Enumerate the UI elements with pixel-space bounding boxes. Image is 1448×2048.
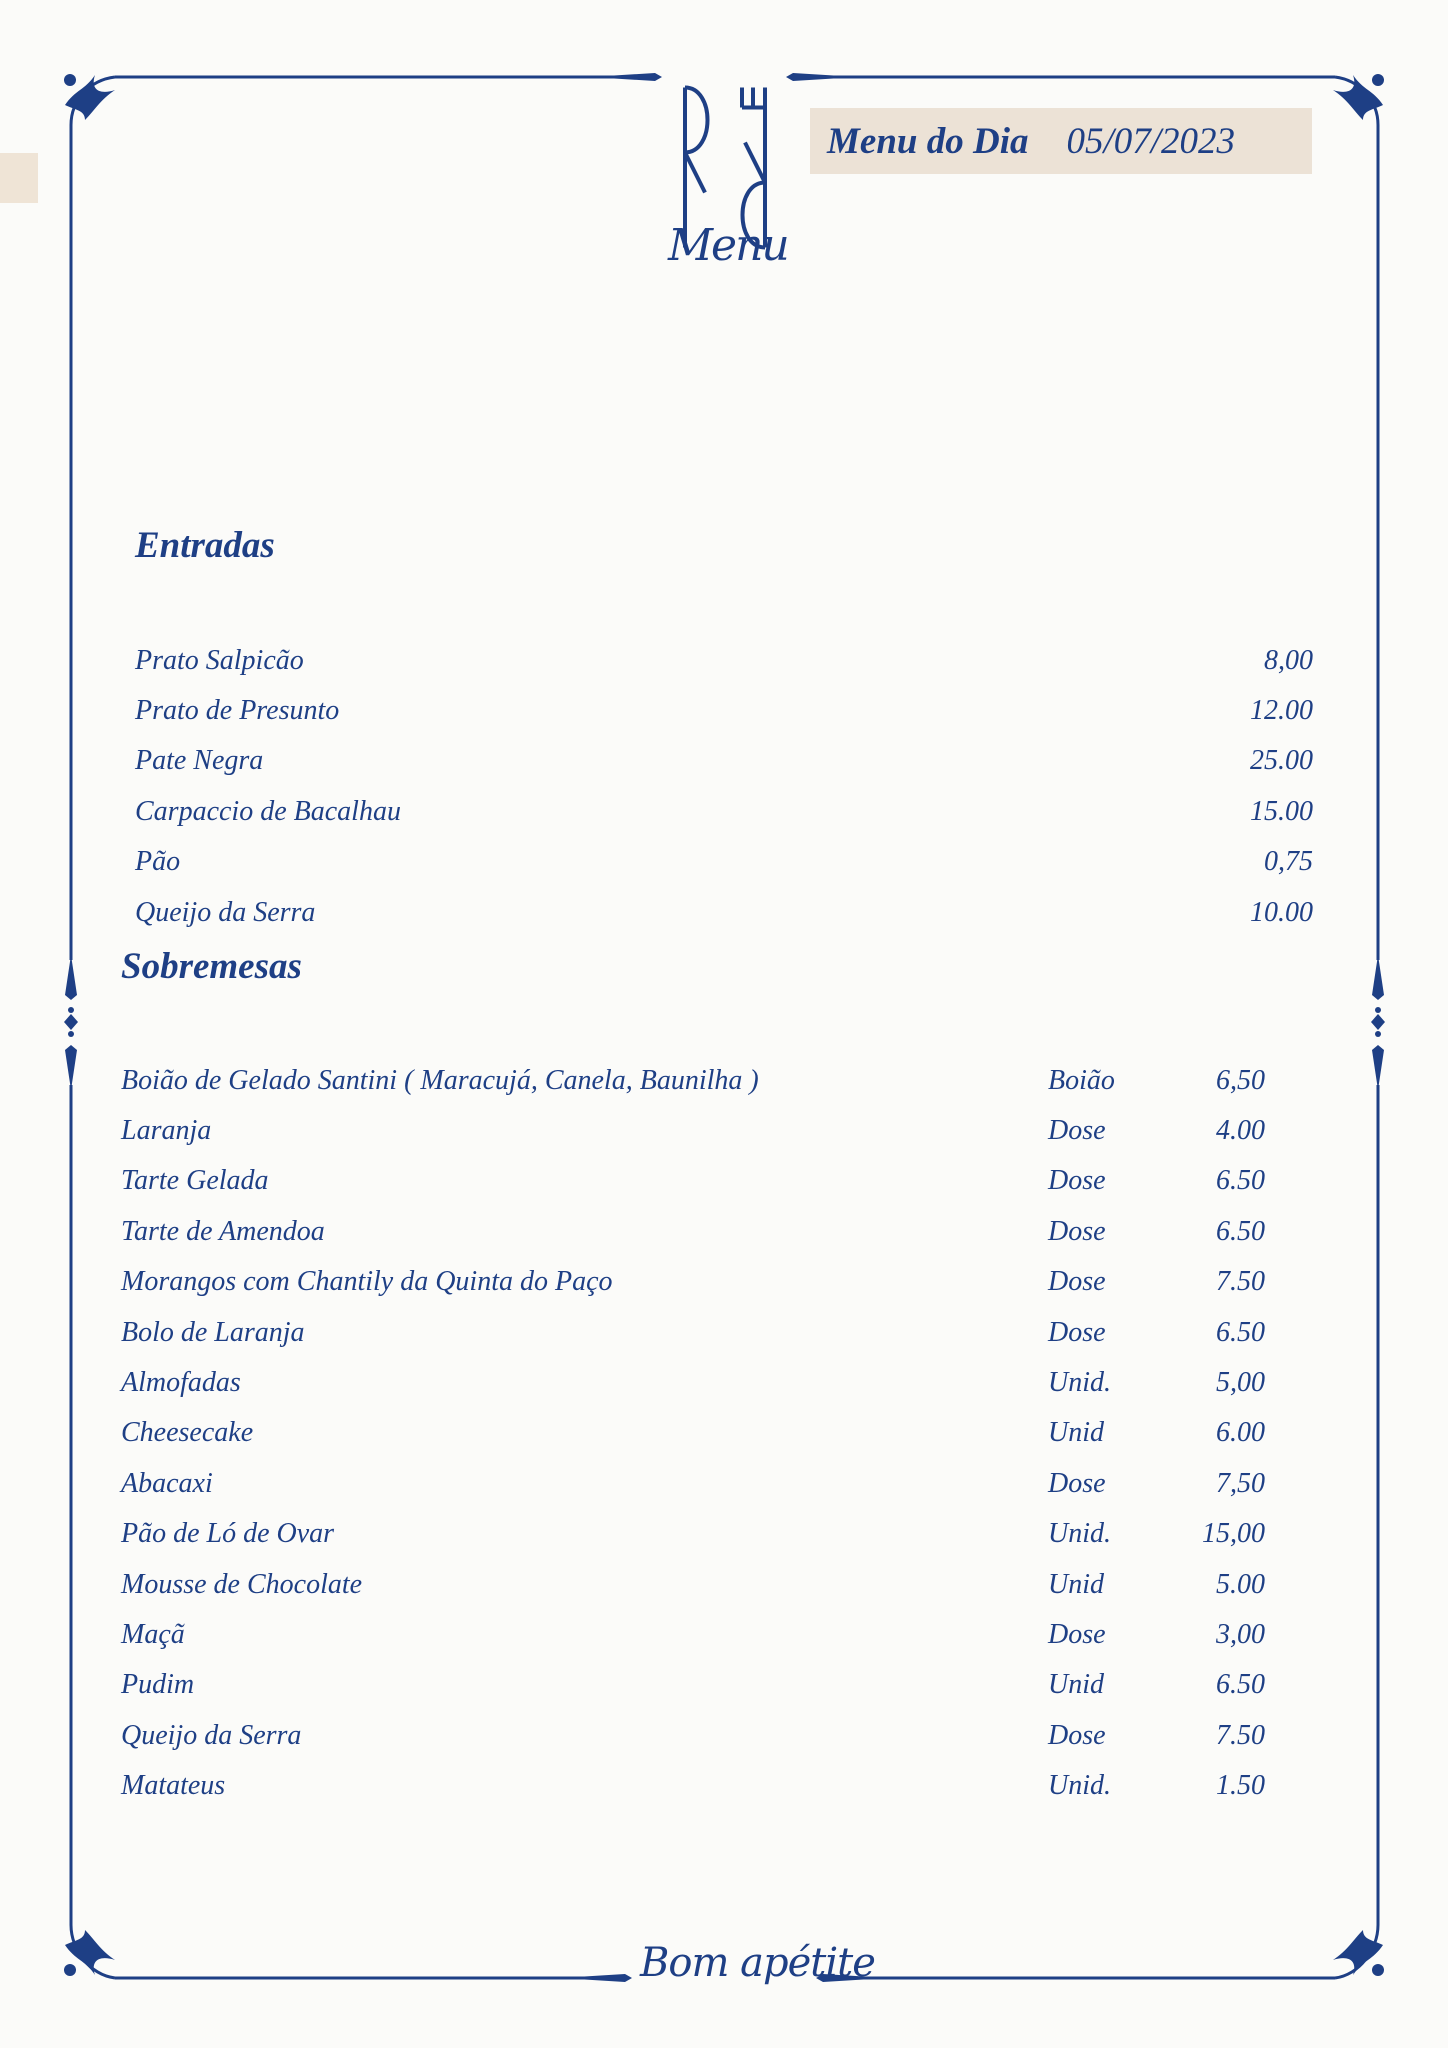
sobremesas-item-name: Matateus bbox=[121, 1770, 226, 1801]
sobremesas-item-price: 3,00 bbox=[1216, 1619, 1265, 1650]
sobremesas-item-name: Maçã bbox=[121, 1619, 185, 1650]
sobremesas-item-price: 6.50 bbox=[1216, 1216, 1265, 1247]
sobremesas-item-unit: Dose bbox=[1048, 1468, 1106, 1499]
sobremesas-item-price: 6.00 bbox=[1216, 1417, 1265, 1448]
sobremesas-item-unit: Dose bbox=[1048, 1216, 1106, 1247]
sobremesas-item-unit: Unid bbox=[1048, 1569, 1104, 1600]
sobremesas-item-name: Tarte Gelada bbox=[121, 1165, 269, 1196]
menu-date: 05/07/2023 bbox=[1066, 120, 1236, 162]
sobremesas-item-price: 6.50 bbox=[1216, 1317, 1265, 1348]
menu-date-box bbox=[810, 108, 1312, 174]
sobremesas-item-name: Pão de Ló de Ovar bbox=[121, 1518, 335, 1549]
sobremesas-item-unit: Dose bbox=[1048, 1266, 1106, 1297]
sobremesas-item-price: 7.50 bbox=[1216, 1266, 1265, 1297]
entradas-item-price: 8,00 bbox=[1264, 645, 1313, 676]
sobremesas-heading: Sobremesas bbox=[121, 946, 302, 987]
sobremesas-item-price: 5.00 bbox=[1216, 1569, 1265, 1600]
entradas-item-price: 0,75 bbox=[1264, 846, 1313, 877]
footer-bom-apetite: Bom apétite bbox=[640, 1940, 875, 1986]
sobremesas-item-price: 7,50 bbox=[1216, 1468, 1265, 1499]
entradas-item-price: 15.00 bbox=[1250, 796, 1313, 827]
sobremesas-item-price: 5,00 bbox=[1216, 1367, 1265, 1398]
sobremesas-item-price: 6.50 bbox=[1216, 1669, 1265, 1700]
entradas-item-price: 10.00 bbox=[1250, 897, 1313, 928]
entradas-heading: Entradas bbox=[135, 525, 275, 566]
sobremesas-item-unit: Unid. bbox=[1048, 1518, 1111, 1549]
sobremesas-item-unit: Unid bbox=[1048, 1669, 1104, 1700]
sobremesas-item-name: Bolo de Laranja bbox=[121, 1317, 305, 1348]
entradas-item-name: Pão bbox=[135, 846, 181, 877]
sobremesas-item-name: Laranja bbox=[121, 1115, 212, 1146]
entradas-item-name: Prato Salpicão bbox=[135, 645, 304, 676]
entradas-item-name: Prato de Presunto bbox=[135, 695, 340, 726]
sobremesas-item-name: Boião de Gelado Santini ( Maracujá, Canela, Baunilha ) bbox=[121, 1065, 759, 1096]
sobremesas-item-price: 6,50 bbox=[1216, 1065, 1265, 1096]
entradas-item-name: Queijo da Serra bbox=[135, 897, 316, 928]
sobremesas-item-price: 6.50 bbox=[1216, 1165, 1265, 1196]
entradas-item-name: Carpaccio de Bacalhau bbox=[135, 796, 401, 827]
sobremesas-item-name: Morangos com Chantily da Quinta do Paço bbox=[121, 1266, 613, 1297]
entradas-item-name: Pate Negra bbox=[135, 745, 264, 776]
sobremesas-item-unit: Dose bbox=[1048, 1317, 1106, 1348]
sobremesas-item-price: 7.50 bbox=[1216, 1720, 1265, 1751]
sobremesas-item-name: Cheesecake bbox=[121, 1417, 254, 1448]
sobremesas-item-unit: Unid. bbox=[1048, 1367, 1111, 1398]
sobremesas-item-name: Pudim bbox=[121, 1669, 195, 1700]
sobremesas-item-price: 15,00 bbox=[1202, 1518, 1265, 1549]
sobremesas-item-price: 1.50 bbox=[1216, 1770, 1265, 1801]
entradas-item-price: 25.00 bbox=[1250, 745, 1313, 776]
menu-title: Menu do Dia bbox=[827, 120, 1029, 162]
sobremesas-item-name: Mousse de Chocolate bbox=[121, 1569, 363, 1600]
sobremesas-item-name: Almofadas bbox=[121, 1367, 241, 1398]
sobremesas-item-unit: Dose bbox=[1048, 1720, 1106, 1751]
sobremesas-item-unit: Unid. bbox=[1048, 1770, 1111, 1801]
sobremesas-item-unit: Unid bbox=[1048, 1417, 1104, 1448]
sobremesas-item-unit: Dose bbox=[1048, 1619, 1106, 1650]
logo-menu-text: Menu bbox=[668, 220, 788, 271]
sobremesas-item-unit: Dose bbox=[1048, 1165, 1106, 1196]
sobremesas-item-unit: Dose bbox=[1048, 1115, 1106, 1146]
sobremesas-item-unit: Boião bbox=[1048, 1065, 1115, 1096]
entradas-item-price: 12.00 bbox=[1250, 695, 1313, 726]
sobremesas-item-name: Queijo da Serra bbox=[121, 1720, 302, 1751]
sobremesas-item-name: Tarte de Amendoa bbox=[121, 1216, 325, 1247]
sobremesas-item-name: Abacaxi bbox=[121, 1468, 213, 1499]
sobremesas-item-price: 4.00 bbox=[1216, 1115, 1265, 1146]
